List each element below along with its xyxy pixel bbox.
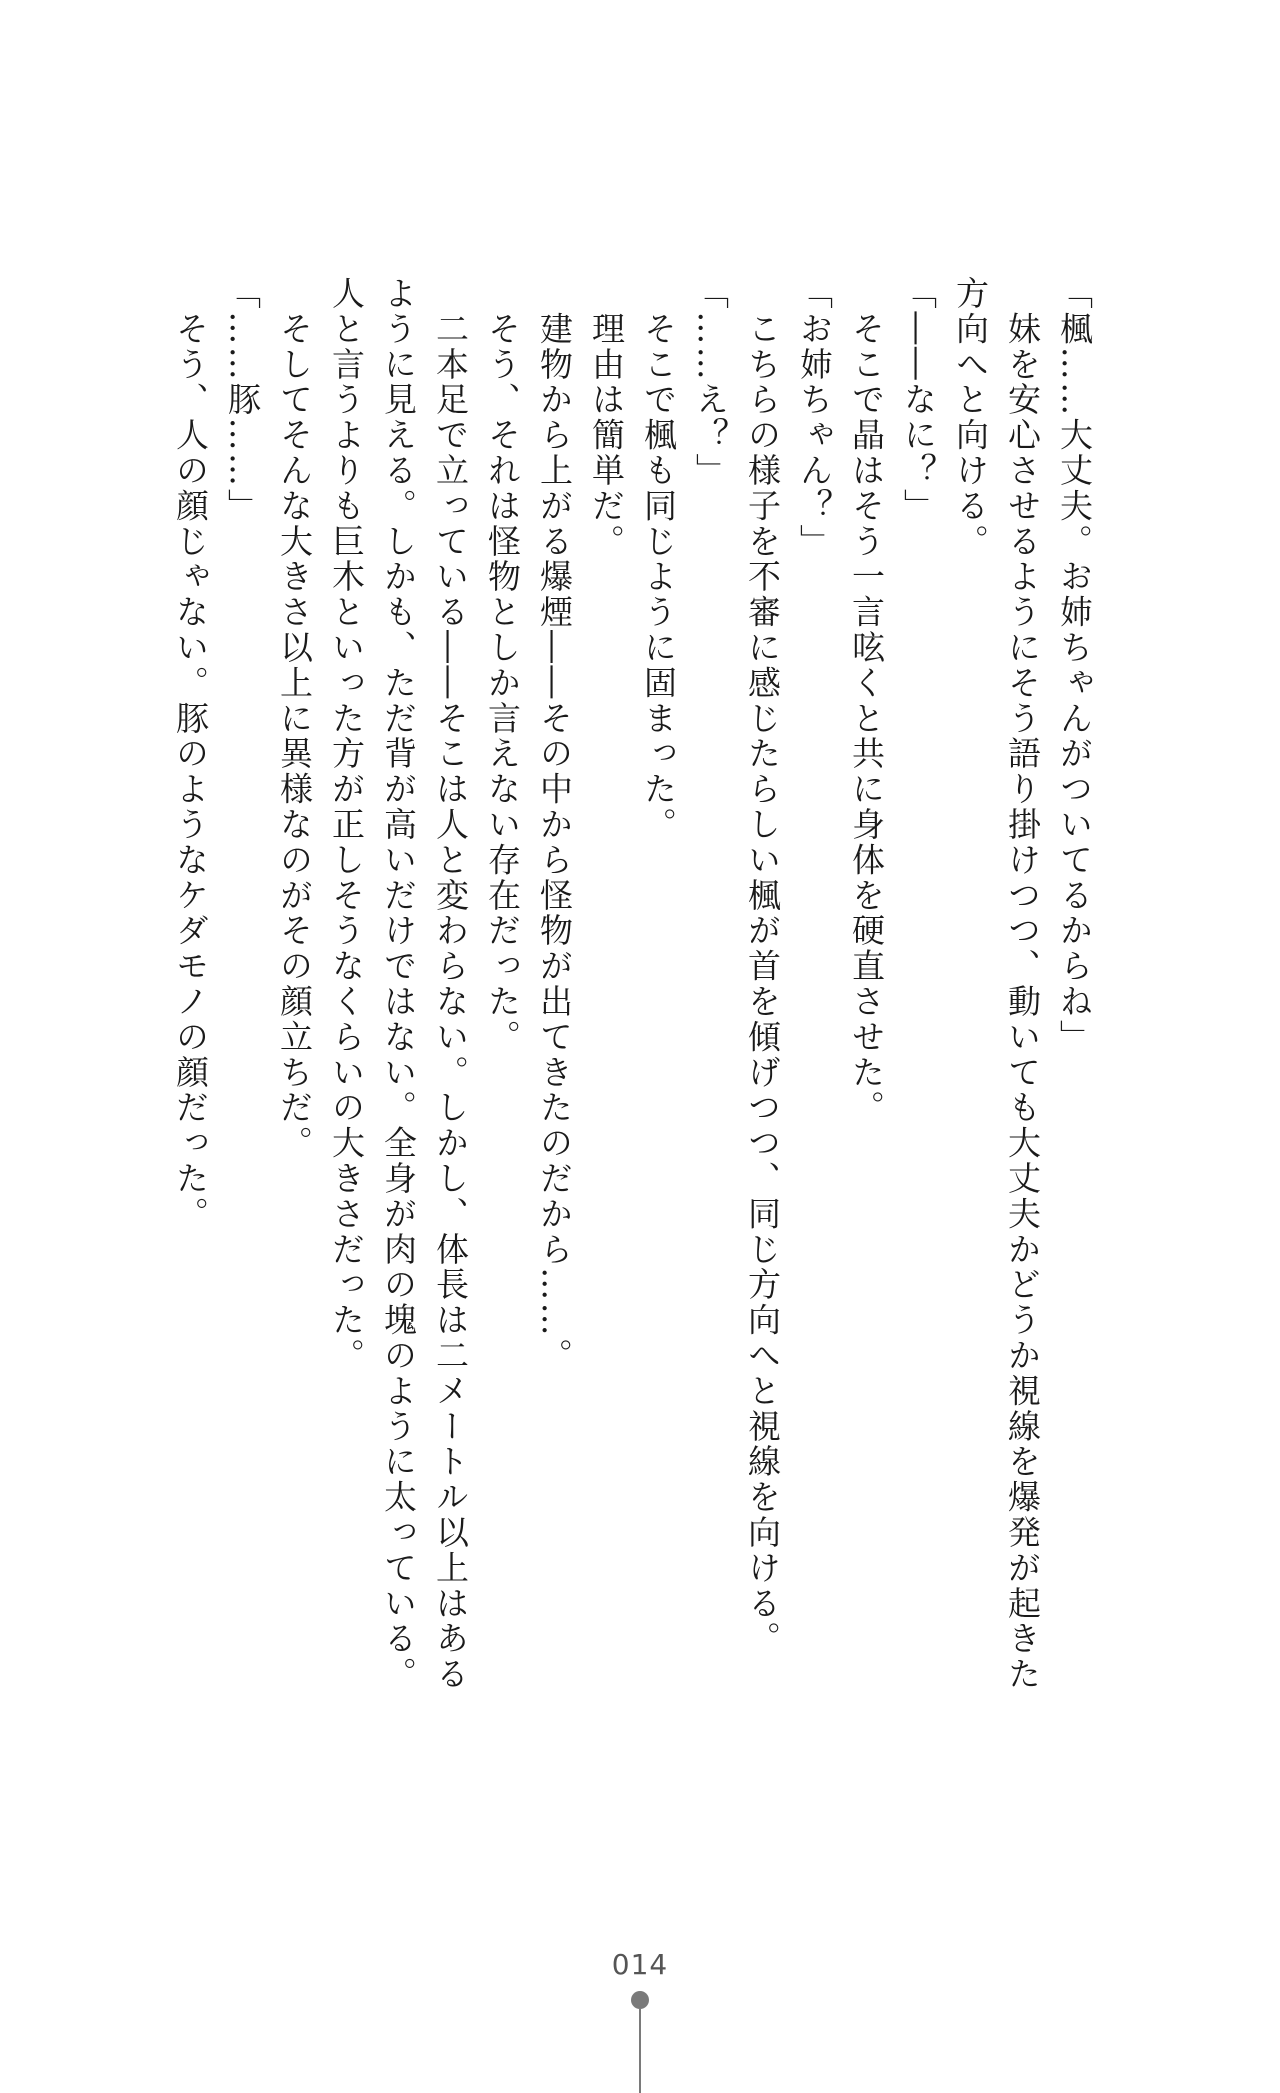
vertical-text-body [164,276,1100,1756]
text-line-17: 「……豚……」 [223,276,262,524]
text-line-3: 方向へと向ける。 [951,276,990,560]
text-line-8: 「……え？」 [691,276,730,489]
page-marker-dot-icon [631,1991,649,2009]
text-line-11: 建物から上がる爆煙――その中から怪物が出てきたのだから……。 [535,276,574,1374]
text-line-12: そう、それは怪物としか言えない存在だった。 [483,276,522,1055]
text-line-2: 妹を安心させるようにそう語り掛けつつ、動いても大丈夫かどうか視線を爆発が起きた [1003,276,1042,1692]
text-line-9: そこで楓も同じように固まった。 [639,276,678,843]
text-line-16: そしてそんな大きさ以上に異様なのがその顔立ちだ。 [275,276,314,1161]
text-line-14: ように見える。しかも、ただ背が高いだけではない。全身が肉の塊のように太っている。 [379,276,418,1692]
text-line-18: そう、人の顔じゃない。豚のようなケダモノの顔だった。 [171,276,210,1232]
text-line-7: こちらの様子を不審に感じたらしい楓が首を傾げつつ、同じ方向へと視線を向ける。 [743,276,782,1657]
page-marker-line [639,2009,641,2093]
text-line-5: そこで晶はそう一言呟くと共に身体を硬直させた。 [847,276,886,1126]
text-line-10: 理由は簡単だ。 [587,276,626,560]
text-line-15: 人と言うよりも巨木といった方が正しそうなくらいの大きさだった。 [327,276,366,1374]
text-line-4: 「――なに？」 [899,276,938,524]
text-line-6: 「お姉ちゃん？」 [795,276,834,560]
text-line-1: 「楓……大丈夫。お姉ちゃんがついてるからね」 [1055,276,1094,1055]
text-line-13: 二本足で立っている――そこは人と変わらない。しかし、体長は二メートル以上はある [431,276,470,1692]
page-number: 014 [611,1948,669,1981]
